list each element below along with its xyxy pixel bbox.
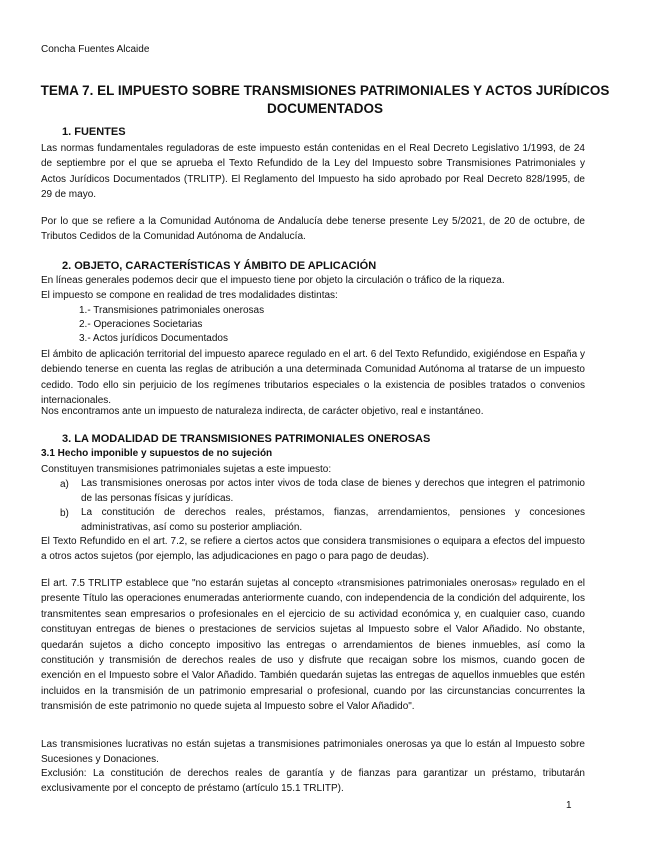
author-name: Concha Fuentes Alcaide	[41, 44, 150, 55]
section-3-intro: Constituyen transmisiones patrimoniales sujetas a este impuesto:	[41, 464, 332, 475]
item-b-text: La constitución de derechos reales, préstamos, fianzas, arrendamientos, pensiones y concesiones administrativas, así como su posterior ampliación.	[81, 507, 585, 534]
section-3-paragraph-2: El art. 7.5 TRLITP establece que "no estarán sujetas al concepto «transmisiones patrimoniales onerosas» regulado en el presente Título las operaciones enumeradas anteriormente cuando, con independencia de la condición del adquirente, los transmitentes sean empresarios o profesionales en el ejercicio de su actividad económica y, en cualquier caso, cuando constituyan entregas de bienes o prestaciones de servicios sujetas al Impuesto sobre el Valor Añadido. No obstante, quedarán sujetos a dicho concepto impositivo las entregas o arrendamientos de bienes inmuebles, así como la constitución y transmisión de derechos reales de uso y disfrute que recaigan sobre los mismos, cuando gocen de exención en el Impuesto sobre el Valor Añadido. También quedarán sujetas las entregas de aquellos inmuebles que estén incluidos en la transmisión de un patrimonio empresarial o profesional, cuando por las circunstancias concurrentes la transmisión de este patrimonio no quede sujeta al Impuesto sobre el Valor Añadido".	[41, 578, 585, 713]
item-a-marker: a)	[60, 479, 69, 490]
section-2-line-1: En líneas generales podemos decir que el impuesto tiene por objeto la circulación o tráfico de la riqueza.	[41, 275, 505, 286]
document-title: TEMA 7. EL IMPUESTO SOBRE TRANSMISIONES PATRIMONIALES Y ACTOS JURÍDICOS DOCUMENTADOS	[40, 83, 610, 116]
modality-3: 3.- Actos jurídicos Documentados	[79, 333, 228, 344]
item-b-marker: b)	[60, 508, 69, 519]
section-1-paragraph-2: Por lo que se refiere a la Comunidad Autónoma de Andalucía debe tenerse presente Ley 5/2021, de 20 de octubre, de Tributos Cedidos de la Comunidad Autónoma de Andalucía.	[41, 216, 585, 243]
modality-1: 1.- Transmisiones patrimoniales onerosas	[79, 305, 265, 316]
section-3-paragraph-4: Exclusión: La constitución de derechos reales de garantía y de fianzas para garantizar un préstamo, tributarán exclusivamente por el concepto de préstamo (artículo 15.1 TRLITP).	[41, 768, 585, 795]
section-3-paragraph-1: El Texto Refundido en el art. 7.2, se refiere a ciertos actos que considera transmisiones o equipara a efectos del impuesto a otros actos sujetos (por ejemplo, las adjudicaciones en pago o para pago de deudas).	[41, 536, 585, 563]
section-2-heading: 2. OBJETO, CARACTERÍSTICAS Y ÁMBITO DE APLICACIÓN	[62, 260, 377, 272]
section-1-heading: 1. FUENTES	[62, 126, 126, 138]
section-3-1-subheading: 3.1 Hecho imponible y supuestos de no sujeción	[41, 448, 273, 459]
item-a-text: Las transmisiones onerosas por actos inter vivos de toda clase de bienes y derechos que integren el patrimonio de las personas físicas y jurídicas.	[81, 478, 585, 505]
section-2-paragraph: El ámbito de aplicación territorial del impuesto aparece regulado en el art. 6 del Texto Refundido, exigiéndose en España y debiendo tenerse en cuenta las reglas de atribución a una determinada Comunidad Autónoma al tratarse de un impuesto cedido. Todo ello sin perjuicio de los regímenes tributarios especiales o la existencia de posibles tratados o convenios internacionales.	[41, 349, 585, 407]
page-number: 1	[566, 800, 572, 811]
section-2-line-3: Nos encontramos ante un impuesto de naturaleza indirecta, de carácter objetivo, real e instantáneo.	[41, 406, 484, 417]
modality-2: 2.- Operaciones Societarias	[79, 319, 203, 330]
section-2-line-2: El impuesto se compone en realidad de tres modalidades distintas:	[41, 290, 338, 301]
section-3-paragraph-3: Las transmisiones lucrativas no están sujetas a transmisiones patrimoniales onerosas ya que lo están al Impuesto sobre Sucesiones y Donaciones.	[41, 739, 585, 766]
section-3-heading: 3. LA MODALIDAD DE TRANSMISIONES PATRIMONIALES ONEROSAS	[62, 433, 431, 445]
section-1-paragraph-1: Las normas fundamentales reguladoras de este impuesto están contenidas en el Real Decreto Legislativo 1/1993, de 24 de septiembre por el que se aprueba el Texto Refundido de la Ley del Impuesto sobre Transmisiones Patrimoniales y Actos Jurídicos Documentados (TRLITP). El Reglamento del Impuesto ha sido aprobado por Real Decreto 828/1995, de 29 de mayo.	[41, 143, 585, 201]
